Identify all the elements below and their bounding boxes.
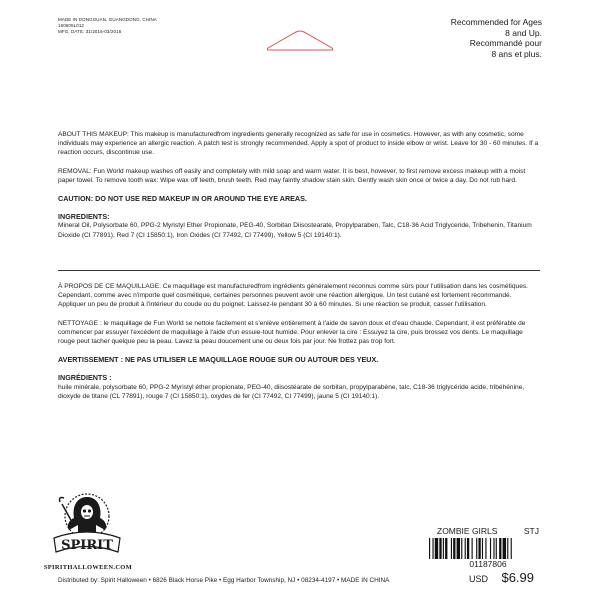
- spirit-banner: [54, 532, 120, 553]
- removal-label: REMOVAL:: [58, 167, 92, 175]
- barcode-bar: [461, 538, 462, 559]
- fr-removal-paragraph: [58, 319, 540, 347]
- fr-ingredients-heading: INGRÉDIENTS :: [58, 373, 112, 383]
- made-in-line: MADE IN DONGGUAN, GUANGDONG, CHINA: [58, 17, 157, 22]
- fr-about-paragraph: [58, 282, 540, 310]
- price-tag: [423, 526, 553, 588]
- barcode-bar: [499, 538, 501, 559]
- spirit-wordmark: SPIRIT: [61, 538, 113, 553]
- barcode-bar: [467, 538, 469, 559]
- currency-label: USD: [469, 574, 489, 584]
- barcode-bar: [496, 538, 497, 559]
- barcode-number: 01187806: [469, 559, 507, 569]
- barcode-bar: [485, 538, 486, 559]
- barcode-bar: [457, 538, 460, 559]
- section-divider: [58, 270, 540, 271]
- ingredients-text: Mineral Oil, Polysorbate 60, PPG-2 Myristyl Ether Propionate, PEG-40, Sorbitan Diisostearate, Propylparaben, Talc, C18-36 Acid Triglyceride, Tribehenin, Titanium Dioxide (CI 77891), Red 7 (CI 15850:1), Iron Oxides (CI 77492, CI 77499), Yellow 5 (CI 19140:1).: [58, 222, 532, 239]
- barcode-bar: [493, 538, 494, 559]
- removal-paragraph: [58, 167, 540, 185]
- age-line-4: 8 ans et plus.: [491, 48, 542, 59]
- lot-number: 160605L012: [58, 23, 85, 28]
- spirit-logo: [52, 492, 122, 564]
- french-section: [58, 282, 540, 401]
- age-line-3: Recommandé pour: [469, 38, 542, 48]
- price-row: [469, 569, 534, 587]
- barcode-bar: [472, 538, 473, 559]
- fr-removal-text: le maquillage de Fun World se nettoie facilement et s'enlève entièrement à l'aide de savon doux et d'eau chaude. Cependant, il est préférable de commencer par essuyer l'excédent de maquillage à l'aide d'un essuie-tout humide. Pour enlever la cire : Essuyez la cire, puis brossez vos dents. Le maquillage rouge peut tacher quelque peu la peau. Lavez la peau doucement une ou deux fois par jour. Ne frottez pas trop fort.: [58, 319, 526, 346]
- barcode-bar: [435, 538, 438, 559]
- barcode-bar: [443, 538, 444, 559]
- hang-hole: [262, 29, 338, 51]
- mfg-date: MFG. DATE: 31/2016-03/2016: [58, 29, 122, 34]
- barcode-bar: [478, 538, 480, 559]
- barcode-bar: [445, 538, 447, 559]
- ingredients-heading: INGREDIENTS:: [58, 212, 110, 222]
- barcode-bar: [451, 538, 452, 559]
- about-label: ABOUT THIS MAKEUP:: [58, 131, 129, 138]
- spirit-url: SPIRITHALLOWEEN.COM: [43, 564, 133, 571]
- fr-caution-heading: AVERTISSEMENT : NE PAS UTILISER LE MAQUILLAGE ROUGE SUR OU AUTOUR DES YEUX.: [58, 355, 379, 365]
- product-name: ZOMBIE GIRLS: [437, 526, 498, 536]
- barcode-bar: [511, 538, 512, 559]
- price-value: $6.99: [501, 570, 535, 585]
- barcode-bar: [490, 538, 491, 559]
- barcode-bar: [429, 538, 430, 559]
- age-line-2: 8 and Up.: [505, 27, 542, 38]
- barcode-bar: [439, 538, 441, 559]
- barcode-bar: [482, 538, 483, 559]
- barcode-bar: [465, 538, 466, 559]
- barcode-bar: [503, 538, 506, 559]
- barcode-bar: [507, 538, 508, 559]
- caution-heading: CAUTION: DO NOT USE RED MAKEUP IN OR AROUND THE EYE AREAS.: [58, 194, 307, 204]
- about-text: This makeup is manufacturedfrom ingredients generally recognized as safe for use in cosmetics. However, as with any cosmetic, some individuals may experience an allergic reaction. A patch test is strongly recommended. Apply a spot of product to inside elbow or wrist. Leave for 30 - 60 minutes. If a reaction occurs, discontinue use.: [58, 131, 539, 157]
- product-code: STJ: [523, 526, 539, 536]
- age-recommendation: [451, 17, 542, 59]
- made-in-text: [58, 17, 157, 35]
- barcode-bar: [476, 538, 477, 559]
- barcode-bar: [432, 538, 433, 559]
- fr-ingredients-text: huile minérale, polysorbate 60, PPG-2 Myristyl éther propionate, PEG-40, diisostéarate de sorbitan, propylparabène, talc, C18-36 triglycéride acide, tribéhénine, dioxyde de titane (CL 77891), rouge 7 (CI 15850:1), oxydes de fer (CI 77492, CI 77499), jaune 5 (CI 19140:1).: [58, 383, 525, 400]
- age-line-1: Recommended for Ages: [450, 17, 542, 27]
- english-section: [58, 130, 540, 240]
- fr-removal-label: NETTOYAGE :: [58, 319, 102, 327]
- fr-about-text: Ce maquillage est manufacturedfrom ingrédients généralement reconnus comme sûrs pour l'utilisation dans les cosmétiques. Cependant, comme avec n'importe quel cosmétique, certaines personnes peuvent avoir une réaction allergique. Un test cutané est fortement recommandé. Appliquer un peu de produit à l'intérieur du coude ou du poignet. Laissez-le pendant 30 à 60 minutes. Si une réaction se produit, casser l'utilisation.: [58, 283, 529, 309]
- removal-text: Fun World makeup washes off easily and completely with mild soap and warm water. It is best, however, to first remove excess makeup with a moist paper towel. To remove tooth wax: Wipe wax off teeth, brush teeth. Red may faintly shadow stain skin. Gently wash skin once or twice a day. Do not rub hard.: [58, 167, 526, 184]
- barcode-bar: [453, 538, 455, 559]
- distributor-line: Distributed by: Spirit Halloween • 6826 Black Horse Pike • Egg Harbor Township, NJ • 08234-4197 • MADE IN CHINA: [58, 577, 390, 584]
- barcode: [429, 538, 547, 559]
- about-paragraph: [58, 130, 540, 158]
- reaper-figure-icon: [60, 494, 110, 538]
- fr-about-label: À PROPOS DE CE MAQUILLAGE:: [58, 283, 161, 290]
